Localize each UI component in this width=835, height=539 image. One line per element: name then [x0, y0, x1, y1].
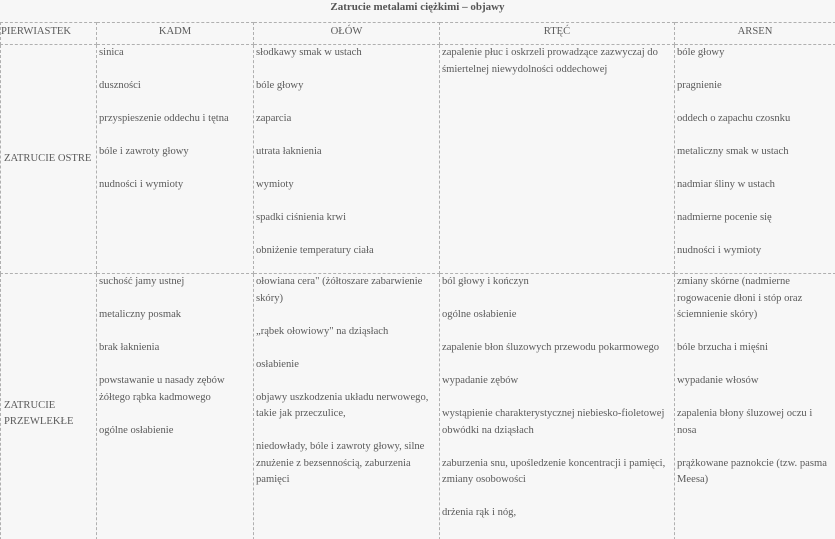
row-header-acute [1, 45, 97, 274]
row-header-chronic [1, 274, 97, 539]
header-row [1, 23, 835, 45]
column-header-kadm: KADM [97, 23, 254, 45]
list-item: nudności i wymioty [677, 245, 762, 256]
list-item: nadmiar śliny w ustach [677, 179, 775, 190]
list-item: bóle i zawroty głowy [99, 146, 189, 157]
list-item: wypadanie włosów [677, 375, 759, 386]
list-item: zaparcia [256, 113, 292, 124]
list-item: nadmierne pocenie się [677, 212, 772, 223]
table-row-chronic [1, 274, 835, 539]
row-header-label: ZATRUCIE OSTRE [4, 152, 92, 164]
list-item: brak łaknienia [99, 342, 160, 353]
list-item: drżenia rąk i nóg, [442, 507, 517, 518]
column-header-arsen: ARSEN [675, 23, 835, 45]
list-item: słodkawy smak w ustach [256, 47, 362, 58]
cell-chronic-kadm [97, 274, 254, 539]
list-item: ołowiana cera" (żółtoszare zabarwienie skóry) [256, 276, 423, 304]
list-item: bóle głowy [677, 47, 725, 58]
list-item: objawy uszkodzenia układu nerwowego, takie jak przeczulice, [256, 391, 429, 419]
list-item: oddech o zapachu czosnku [677, 113, 791, 124]
list-item: „rąbek ołowiowy" na dziąsłach [256, 325, 389, 337]
list-item: obniżenie temperatury ciała [256, 245, 374, 256]
list-item: utrata łaknienia [256, 146, 322, 157]
column-header-element: PIERWIASTEK [1, 23, 97, 45]
list-item: zapalenia błony śluzowej oczu i nosa [677, 408, 813, 436]
list-item: ogólne osłabienie [99, 424, 174, 436]
cell-chronic-olow [254, 274, 440, 539]
list-item: ból głowy i kończyn [442, 276, 529, 287]
list-item: suchość jamy ustnej [99, 276, 185, 287]
list-item: duszności [99, 80, 141, 91]
list-item: wystąpienie charakterystycznej niebiesko-fioletowej obwódki na dziąsłach [442, 408, 665, 436]
list-item: pragnienie [677, 80, 722, 91]
cell-chronic-rtec [440, 274, 675, 539]
list-item: metaliczny smak w ustach [677, 146, 789, 157]
row-header-label: ZATRUCIE PRZEWLEKŁE [4, 399, 74, 427]
list-item: metaliczny posmak [99, 309, 182, 320]
list-item: niedowłady, bóle i zawroty głowy, silne znużenie z bezsennością, zaburzenia pamięci [256, 441, 425, 485]
column-header-olow: OŁÓW [254, 23, 440, 45]
table-title: Zatrucie metalami ciężkimi – objawy [330, 1, 505, 13]
cell-acute-olow [254, 45, 440, 274]
list-item: nudności i wymioty [99, 179, 184, 190]
column-header-rtec: RTĘĆ [440, 23, 675, 45]
list-item: bóle brzucha i mięśni [677, 342, 768, 353]
cell-chronic-arsen [675, 274, 835, 539]
list-item: prążkowane paznokcie (tzw. pasma Meesa) [677, 457, 827, 485]
list-item: ogólne osłabienie [442, 309, 517, 320]
list-item: zaburzenia snu, upośledzenie koncentracji i pamięci, zmiany osobowości [442, 457, 666, 485]
list-item: zapalenie błon śluzowych przewodu pokarmowego [442, 342, 660, 353]
list-item: zapalenie płuc i oskrzeli prowadzące zazwyczaj do śmiertelnej niewydolności oddechowej [442, 47, 658, 75]
list-item: wymioty [256, 179, 294, 190]
list-item: spadki ciśnienia krwi [256, 212, 347, 223]
cell-acute-arsen [675, 45, 835, 274]
symptoms-table [0, 22, 835, 539]
list-item: osłabienie [256, 358, 299, 370]
list-item: przyspieszenie oddechu i tętna [99, 113, 229, 124]
cell-acute-kadm [97, 45, 254, 274]
table-row-acute [1, 45, 835, 274]
list-item: powstawanie u nasady zębów żółtego rąbka kadmowego [99, 375, 225, 403]
list-item: zmiany skórne (nadmierne rogowacenie dłoni i stóp oraz ściemnienie skóry) [677, 276, 803, 320]
list-item: bóle głowy [256, 80, 304, 91]
list-item: sinica [99, 47, 124, 58]
cell-acute-rtec [440, 45, 675, 274]
list-item: wypadanie zębów [442, 375, 519, 386]
